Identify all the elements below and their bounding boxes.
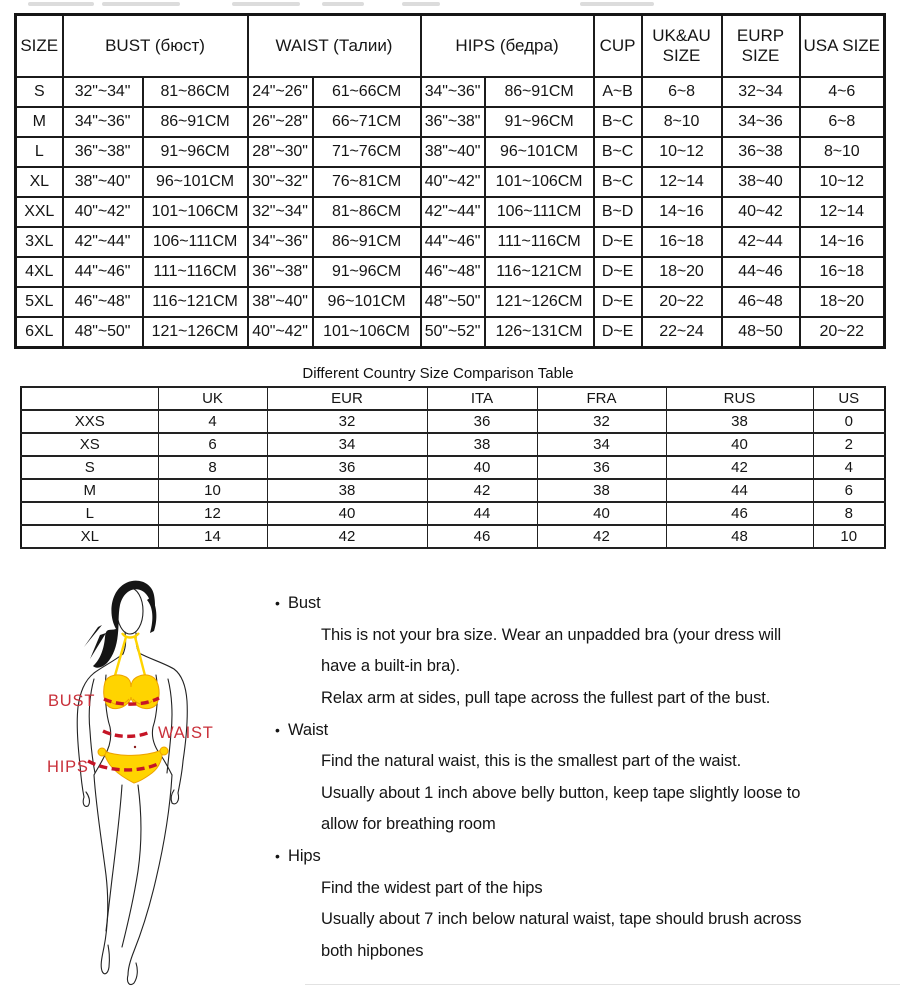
table-cell: 8 (813, 502, 885, 525)
header-us: US (813, 387, 885, 410)
size-chart-header-row (16, 15, 885, 78)
table-cell: 50"~52" (421, 317, 485, 348)
table-row (16, 317, 885, 348)
header-fra: FRA (537, 387, 666, 410)
table-cell: 20~22 (642, 287, 722, 317)
row-label-cell: S (21, 456, 158, 479)
table-cell: 10 (158, 479, 267, 502)
header-rus: RUS (666, 387, 813, 410)
top-crop-artifact (322, 2, 364, 6)
table-cell: 40 (537, 502, 666, 525)
table-row (21, 479, 885, 502)
waist-line (103, 731, 150, 736)
table-cell: 42 (537, 525, 666, 548)
row-label-cell: 3XL (16, 227, 63, 257)
top-crop-artifact (28, 2, 94, 6)
bottom-crop-artifact (305, 984, 900, 985)
table-row (16, 257, 885, 287)
table-cell: 116~121CM (143, 287, 248, 317)
table-cell: 12~14 (642, 167, 722, 197)
table-cell: 42 (427, 479, 537, 502)
country-comparison-table (20, 386, 886, 549)
guide-heading-label: Bust (288, 594, 321, 612)
table-cell: 10~12 (800, 167, 885, 197)
table-cell: 81~86CM (313, 197, 421, 227)
hips-label: HIPS (47, 758, 89, 776)
table-cell: 121~126CM (485, 287, 594, 317)
table-cell: 34"~36" (248, 227, 313, 257)
table-cell: 8~10 (800, 137, 885, 167)
table-cell: 46"~48" (63, 287, 143, 317)
table-cell: 32"~34" (63, 77, 143, 107)
table-cell: B~C (594, 137, 642, 167)
table-cell: 6 (813, 479, 885, 502)
table-cell: 28"~30" (248, 137, 313, 167)
header-size: SIZE (16, 15, 63, 78)
table-cell: 36 (427, 410, 537, 433)
table-cell: 40 (267, 502, 427, 525)
table-cell: 34 (537, 433, 666, 456)
row-label-cell: 6XL (16, 317, 63, 348)
bikini-straps (114, 633, 146, 679)
table-cell: 46 (427, 525, 537, 548)
table-cell: 126~131CM (485, 317, 594, 348)
table-cell: 38~40 (722, 167, 800, 197)
table-cell: 34 (267, 433, 427, 456)
row-label-cell: S (16, 77, 63, 107)
waist-label: WAIST (158, 724, 214, 742)
table-cell: 46 (666, 502, 813, 525)
table-cell: 38 (666, 410, 813, 433)
table-cell: 36 (267, 456, 427, 479)
table-cell: 116~121CM (485, 257, 594, 287)
comparison-header-row (21, 387, 885, 410)
guide-heading-waist (275, 715, 897, 747)
table-cell: 32 (267, 410, 427, 433)
guide-heading-label: Hips (288, 847, 321, 866)
row-label-cell: L (16, 137, 63, 167)
header-ukau: UK&AU SIZE (642, 15, 722, 78)
table-cell: 4 (813, 456, 885, 479)
table-cell: 24"~26" (248, 77, 313, 107)
row-label-cell: XS (21, 433, 158, 456)
table-cell: 36 (537, 456, 666, 479)
table-cell: 40 (427, 456, 537, 479)
table-cell: 40"~42" (248, 317, 313, 348)
table-cell: D~E (594, 287, 642, 317)
table-row (16, 77, 885, 107)
table-cell: 40"~42" (421, 167, 485, 197)
bust-label: BUST (48, 692, 96, 710)
table-cell: 0 (813, 410, 885, 433)
table-cell: 32~34 (722, 77, 800, 107)
table-cell: 34~36 (722, 107, 800, 137)
bikini-bottom (98, 747, 168, 783)
table-cell: 86~91CM (485, 77, 594, 107)
table-cell: 32"~34" (248, 197, 313, 227)
table-cell: 36"~38" (248, 257, 313, 287)
row-label-cell: XXL (16, 197, 63, 227)
bullet-icon: • (275, 721, 280, 738)
table-row (21, 502, 885, 525)
table-cell: 121~126CM (143, 317, 248, 348)
table-cell: 111~116CM (143, 257, 248, 287)
guide-text-line: both hipbones (321, 942, 424, 961)
measurement-figure-sketch (22, 575, 252, 987)
table-cell: 14 (158, 525, 267, 548)
table-cell: 6 (158, 433, 267, 456)
table-cell: 8 (158, 456, 267, 479)
guide-text-line: Relax arm at sides, pull tape across the fullest part of the bust. (321, 688, 771, 707)
table-cell: 46~48 (722, 287, 800, 317)
guide-text-line: have a built-in bra). (321, 657, 461, 676)
table-cell: 2 (813, 433, 885, 456)
header-waist: WAIST (Талии) (248, 15, 421, 78)
row-label-cell: XL (16, 167, 63, 197)
table-cell: 42"~44" (421, 197, 485, 227)
table-row (16, 197, 885, 227)
table-cell: 96~101CM (313, 287, 421, 317)
guide-heading-bust (275, 588, 897, 620)
table-cell: 12~14 (800, 197, 885, 227)
table-cell: 48 (666, 525, 813, 548)
table-cell: 12 (158, 502, 267, 525)
table-cell: 91~96CM (485, 107, 594, 137)
guide-text-line: allow for breathing room (321, 815, 496, 834)
row-label-cell: 5XL (16, 287, 63, 317)
table-cell: 42 (267, 525, 427, 548)
row-label-cell: L (21, 502, 158, 525)
table-cell: 76~81CM (313, 167, 421, 197)
table-cell: 10 (813, 525, 885, 548)
table-cell: 38 (267, 479, 427, 502)
table-cell: 38"~40" (63, 167, 143, 197)
top-crop-artifact (102, 2, 180, 6)
table-cell: 36~38 (722, 137, 800, 167)
table-row (16, 287, 885, 317)
table-cell: 6~8 (800, 107, 885, 137)
table-cell: 40"~42" (63, 197, 143, 227)
bullet-icon: • (275, 595, 280, 611)
table-row (16, 107, 885, 137)
table-cell: 111~116CM (485, 227, 594, 257)
header-eurp: EURP SIZE (722, 15, 800, 78)
row-label-cell: XXS (21, 410, 158, 433)
size-chart-table (14, 13, 886, 349)
table-cell: 16~18 (800, 257, 885, 287)
header-eur: EUR (267, 387, 427, 410)
header-blank (21, 387, 158, 410)
header-bust: BUST (бюст) (63, 15, 248, 78)
body-outline (77, 588, 187, 985)
table-cell: 42"~44" (63, 227, 143, 257)
comparison-table-title: Different Country Size Comparison Table (302, 365, 574, 382)
table-cell: 101~106CM (143, 197, 248, 227)
row-label-cell: XL (21, 525, 158, 548)
table-cell: D~E (594, 227, 642, 257)
table-cell: 18~20 (800, 287, 885, 317)
table-cell: 106~111CM (143, 227, 248, 257)
table-cell: 44 (427, 502, 537, 525)
guide-text-line: Usually about 1 inch above belly button, keep tape slightly loose to (321, 783, 801, 802)
table-cell: 36"~38" (63, 137, 143, 167)
top-crop-artifact (402, 2, 440, 6)
table-cell: 106~111CM (485, 197, 594, 227)
row-label-cell: M (21, 479, 158, 502)
measuring-guide (275, 588, 897, 968)
table-row (16, 227, 885, 257)
guide-text-line: Find the natural waist, this is the smallest part of the waist. (321, 752, 742, 771)
table-cell: 22~24 (642, 317, 722, 348)
guide-text-line: Usually about 7 inch below natural waist, tape should brush across (321, 910, 802, 929)
guide-text-line: This is not your bra size. Wear an unpadded bra (your dress will (321, 625, 782, 644)
row-label-cell: M (16, 107, 63, 137)
table-cell: 48"~50" (421, 287, 485, 317)
table-row (21, 456, 885, 479)
table-cell: 38"~40" (248, 287, 313, 317)
table-cell: 48~50 (722, 317, 800, 348)
table-cell: 40 (666, 433, 813, 456)
table-cell: B~C (594, 107, 642, 137)
table-cell: 44 (666, 479, 813, 502)
table-cell: 30"~32" (248, 167, 313, 197)
header-usa: USA SIZE (800, 15, 885, 78)
table-cell: 14~16 (800, 227, 885, 257)
table-cell: 91~96CM (143, 137, 248, 167)
table-cell: 71~76CM (313, 137, 421, 167)
table-cell: 18~20 (642, 257, 722, 287)
guide-heading-label: Waist (288, 720, 329, 739)
top-crop-artifact (580, 2, 654, 6)
table-cell: 26"~28" (248, 107, 313, 137)
table-cell: 36"~38" (421, 107, 485, 137)
header-ita: ITA (427, 387, 537, 410)
table-row (21, 433, 885, 456)
table-cell: 96~101CM (485, 137, 594, 167)
table-cell: 38"~40" (421, 137, 485, 167)
row-label-cell: 4XL (16, 257, 63, 287)
table-cell: D~E (594, 317, 642, 348)
table-cell: 4~6 (800, 77, 885, 107)
header-uk: UK (158, 387, 267, 410)
table-cell: 44~46 (722, 257, 800, 287)
table-cell: 42 (666, 456, 813, 479)
table-cell: 4 (158, 410, 267, 433)
table-cell: 46"~48" (421, 257, 485, 287)
table-cell: 34"~36" (421, 77, 485, 107)
table-cell: 42~44 (722, 227, 800, 257)
table-cell: 44"~46" (421, 227, 485, 257)
table-cell: 86~91CM (313, 227, 421, 257)
table-cell: 101~106CM (313, 317, 421, 348)
header-cup: CUP (594, 15, 642, 78)
table-cell: 14~16 (642, 197, 722, 227)
top-crop-artifact (232, 2, 300, 6)
table-row (21, 410, 885, 433)
table-cell: 48"~50" (63, 317, 143, 348)
guide-heading-hips (275, 841, 897, 873)
table-row (21, 525, 885, 548)
table-cell: 40~42 (722, 197, 800, 227)
table-cell: 66~71CM (313, 107, 421, 137)
header-hips: HIPS (бедра) (421, 15, 594, 78)
bullet-icon: • (275, 848, 280, 865)
table-row (16, 137, 885, 167)
table-cell: 8~10 (642, 107, 722, 137)
table-cell: 96~101CM (143, 167, 248, 197)
table-cell: 32 (537, 410, 666, 433)
table-cell: 61~66CM (313, 77, 421, 107)
table-cell: A~B (594, 77, 642, 107)
table-cell: 20~22 (800, 317, 885, 348)
table-cell: B~D (594, 197, 642, 227)
table-cell: 44"~46" (63, 257, 143, 287)
table-cell: 101~106CM (485, 167, 594, 197)
table-cell: 10~12 (642, 137, 722, 167)
table-cell: 34"~36" (63, 107, 143, 137)
table-cell: 91~96CM (313, 257, 421, 287)
table-cell: B~C (594, 167, 642, 197)
guide-text-line: Find the widest part of the hips (321, 878, 543, 897)
table-cell: 38 (537, 479, 666, 502)
table-cell: 6~8 (642, 77, 722, 107)
table-row (16, 167, 885, 197)
table-cell: 16~18 (642, 227, 722, 257)
table-cell: D~E (594, 257, 642, 287)
table-cell: 81~86CM (143, 77, 248, 107)
table-cell: 38 (427, 433, 537, 456)
table-cell: 86~91CM (143, 107, 248, 137)
